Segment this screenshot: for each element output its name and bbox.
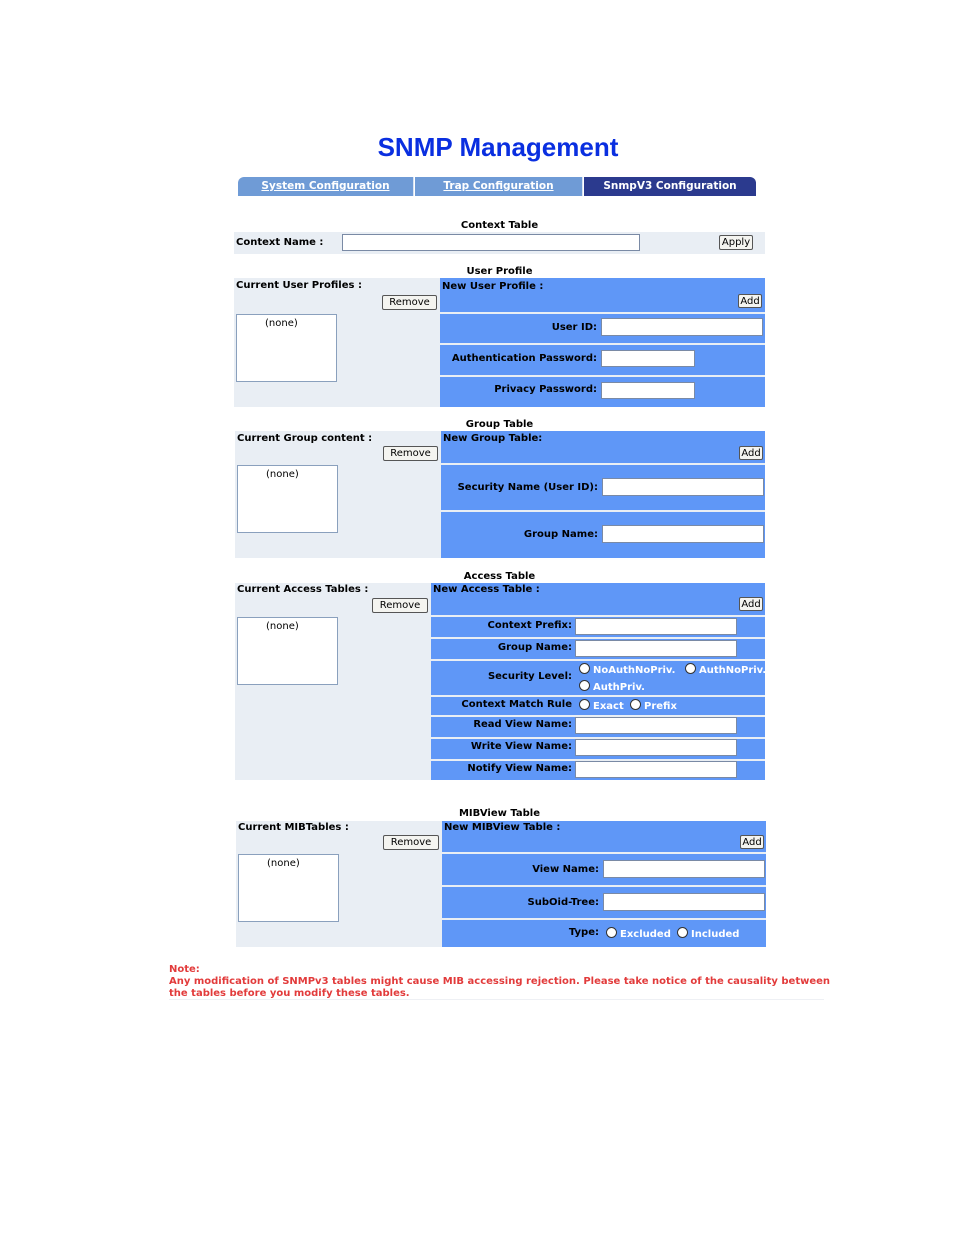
write-view-input[interactable] [575, 739, 737, 756]
type-excluded[interactable]: Excluded [606, 927, 671, 940]
security-level-authnopriv[interactable]: AuthNoPriv. [685, 663, 766, 676]
list-item[interactable]: (none) [267, 858, 300, 869]
row-divider [442, 852, 766, 854]
context-prefix-label: Context Prefix: [487, 620, 572, 631]
access-add-button[interactable]: Add [739, 597, 763, 611]
suboid-tree-input[interactable] [603, 893, 765, 911]
new-group-label: New Group Table: [443, 433, 543, 444]
current-group-label: Current Group content : [237, 433, 373, 444]
group-table-title: Group Table [465, 419, 534, 430]
radio-icon [579, 663, 590, 674]
list-item[interactable]: (none) [265, 318, 298, 329]
type-included[interactable]: Included [677, 927, 739, 940]
context-table-title: Context Table [460, 220, 539, 231]
read-view-label: Read View Name: [473, 719, 572, 730]
group-name-input[interactable] [602, 525, 764, 543]
access-listbox[interactable] [237, 617, 338, 685]
tab-trap-configuration[interactable]: Trap Configuration [415, 177, 583, 196]
row-divider [442, 918, 766, 920]
access-group-name-label: Group Name: [497, 642, 572, 653]
notify-view-input[interactable] [575, 761, 737, 778]
write-view-label: Write View Name: [470, 741, 572, 752]
read-view-input[interactable] [575, 717, 737, 734]
row-divider [441, 463, 765, 465]
user-profile-title: User Profile [466, 266, 533, 277]
mibview-add-button[interactable]: Add [740, 835, 764, 849]
security-level-noauthnopriv[interactable]: NoAuthNoPriv. [579, 663, 675, 676]
auth-password-input[interactable] [601, 350, 695, 367]
notify-view-label: Notify View Name: [467, 763, 572, 774]
privacy-password-input[interactable] [601, 382, 695, 399]
auth-password-label: Authentication Password: [451, 353, 597, 364]
current-mibtables-label: Current MIBTables : [238, 822, 349, 833]
security-level-label: Security Level: [487, 671, 572, 682]
row-divider [440, 375, 765, 377]
mibtables-listbox[interactable] [238, 854, 339, 922]
row-divider [440, 343, 765, 345]
view-name-label: View Name: [532, 864, 599, 875]
note-divider [169, 999, 824, 1000]
row-divider [431, 659, 765, 661]
security-name-input[interactable] [602, 478, 764, 496]
mibview-remove-button[interactable]: Remove [383, 835, 439, 850]
context-match-label: Context Match Rule [461, 699, 572, 710]
radio-icon [579, 680, 590, 691]
context-name-label: Context Name : [236, 237, 324, 248]
view-name-input[interactable] [603, 860, 765, 878]
note-line-2: the tables before you modify these tables. [169, 988, 410, 999]
access-group-name-input[interactable] [575, 640, 737, 657]
security-name-label: Security Name (User ID): [457, 482, 598, 493]
row-divider [431, 637, 765, 639]
match-rule-exact[interactable]: Exact [579, 699, 624, 712]
current-user-profiles-label: Current User Profiles : [236, 280, 362, 291]
radio-icon [579, 699, 590, 710]
match-rule-prefix[interactable]: Prefix [630, 699, 677, 712]
row-divider [441, 510, 765, 512]
radio-icon [677, 927, 688, 938]
user-profiles-listbox[interactable] [236, 314, 337, 382]
tab-system-configuration[interactable]: System Configuration [238, 177, 414, 196]
row-divider [431, 615, 765, 617]
row-divider [440, 312, 765, 314]
radio-icon [630, 699, 641, 710]
note-line-1: Any modification of SNMPv3 tables might cause MIB accessing rejection. Please take notice of the causality between [169, 976, 831, 987]
radio-icon [685, 663, 696, 674]
mibview-table-title: MIBView Table [458, 808, 541, 819]
group-name-label: Group Name: [523, 529, 598, 540]
user-id-input[interactable] [601, 318, 763, 336]
list-item[interactable]: (none) [266, 621, 299, 632]
row-divider [431, 695, 765, 697]
user-id-label: User ID: [551, 322, 597, 333]
new-user-profile-label: New User Profile : [442, 281, 544, 292]
page-title: SNMP Management [377, 132, 619, 162]
new-mibview-label: New MIBView Table : [444, 822, 561, 833]
user-profile-remove-button[interactable]: Remove [382, 295, 437, 310]
group-remove-button[interactable]: Remove [383, 446, 438, 461]
row-divider [442, 885, 766, 887]
apply-button[interactable]: Apply [719, 235, 753, 250]
group-listbox[interactable] [237, 465, 338, 533]
security-level-authpriv[interactable]: AuthPriv. [579, 680, 645, 693]
context-name-input[interactable] [342, 234, 640, 251]
privacy-password-label: Privacy Password: [494, 384, 597, 395]
new-access-label: New Access Table : [433, 584, 540, 595]
user-profile-add-button[interactable]: Add [738, 294, 762, 308]
group-add-button[interactable]: Add [739, 446, 763, 460]
tab-snmpv3-configuration[interactable]: SnmpV3 Configuration [584, 177, 756, 196]
radio-icon [606, 927, 617, 938]
note-heading: Note: [169, 964, 200, 975]
context-prefix-input[interactable] [575, 618, 737, 635]
access-remove-button[interactable]: Remove [372, 598, 428, 613]
current-access-label: Current Access Tables : [237, 584, 369, 595]
list-item[interactable]: (none) [266, 469, 299, 480]
type-label: Type: [568, 927, 599, 938]
suboid-tree-label: SubOid-Tree: [527, 897, 599, 908]
access-table-title: Access Table [463, 571, 536, 582]
